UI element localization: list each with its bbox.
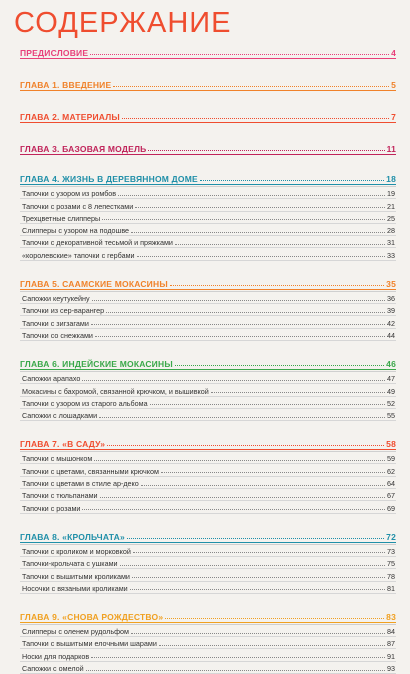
dot-leader xyxy=(120,565,385,566)
entry-page: 19 xyxy=(387,189,395,199)
entry-label: Тапочки с кроликом и морковкой xyxy=(22,546,131,556)
entry-page: 75 xyxy=(387,559,395,569)
chapter-heading[interactable] xyxy=(20,604,396,622)
toc-entry[interactable] xyxy=(20,489,396,501)
dot-leader xyxy=(130,589,385,590)
dot-leader xyxy=(132,577,385,578)
toc-entry[interactable] xyxy=(20,199,396,211)
entry-label: Тапочки с цветами, связанными крючком xyxy=(22,466,159,476)
dot-leader xyxy=(133,552,385,553)
chapter-rule xyxy=(20,622,396,623)
entry-label: Тапочки с розами с 8 лепестками xyxy=(22,201,134,211)
chapter-page: 58 xyxy=(386,439,396,450)
chapter-page: 83 xyxy=(386,611,396,622)
table-of-contents xyxy=(20,40,396,674)
toc-section-chapter-7 xyxy=(20,431,396,513)
chapter-heading[interactable] xyxy=(20,72,396,90)
entry-page: 28 xyxy=(387,226,395,236)
chapter-title: ГЛАВА 8. «КРОЛЬЧАТА» xyxy=(20,531,125,542)
entry-list xyxy=(20,544,396,594)
dot-leader xyxy=(82,509,385,510)
toc-entry[interactable] xyxy=(20,557,396,569)
chapter-page: 11 xyxy=(386,144,396,154)
chapter-rule xyxy=(20,449,396,450)
entry-label: Тапочки с вышитыми кроликами xyxy=(22,571,130,581)
entry-label: Тапочки с розами xyxy=(22,503,81,513)
entry-page: 62 xyxy=(387,466,395,476)
chapter-page: 72 xyxy=(386,531,396,542)
entry-label: Тапочки с мышонком xyxy=(22,454,93,464)
entry-page: 64 xyxy=(387,479,395,489)
entry-list xyxy=(20,371,396,421)
entry-page: 36 xyxy=(387,294,395,304)
dot-leader xyxy=(95,336,385,337)
dot-leader xyxy=(86,670,385,671)
toc-entry[interactable] xyxy=(20,545,396,557)
entry-list xyxy=(20,624,396,674)
dot-leader xyxy=(100,497,385,498)
entry-list xyxy=(20,291,396,341)
chapter-heading[interactable] xyxy=(20,136,396,154)
entry-page: 25 xyxy=(387,213,395,223)
chapter-heading[interactable] xyxy=(20,104,396,122)
dot-leader xyxy=(118,195,385,196)
chapter-title: ГЛАВА 9. «СНОВА РОЖДЕСТВО» xyxy=(20,611,164,622)
dot-leader xyxy=(92,300,385,301)
entry-page: 21 xyxy=(387,201,395,211)
dot-leader xyxy=(122,118,389,119)
entry-label: Сапожки с омелой xyxy=(22,664,84,674)
toc-entry[interactable] xyxy=(20,248,396,260)
toc-entry[interactable] xyxy=(20,477,396,489)
dot-leader xyxy=(135,207,385,208)
toc-section-chapter-6 xyxy=(20,351,396,421)
entry-label: Сапожки арапахо xyxy=(22,374,81,384)
chapter-heading[interactable] xyxy=(20,351,396,369)
dot-leader xyxy=(137,256,385,257)
dot-leader xyxy=(159,645,385,646)
toc-entry[interactable] xyxy=(20,662,396,674)
dot-leader xyxy=(161,472,385,473)
toc-entry[interactable] xyxy=(20,625,396,637)
page-title: СОДЕРЖАНИЕ xyxy=(14,7,232,39)
chapter-title: ГЛАВА 2. МАТЕРИАЛЫ xyxy=(20,112,120,122)
dot-leader xyxy=(99,417,385,418)
dot-leader xyxy=(150,404,385,405)
toc-section-chapter-1 xyxy=(20,72,396,91)
toc-entry[interactable] xyxy=(20,397,396,409)
chapter-title: ГЛАВА 5. СААМСКИЕ МОКАСИНЫ xyxy=(20,278,168,289)
dot-leader xyxy=(165,618,384,619)
chapter-title: ПРЕДИСЛОВИЕ xyxy=(20,48,89,58)
dot-leader xyxy=(90,54,389,55)
entry-label: «королевские» тапочки с гербами xyxy=(22,250,135,260)
chapter-page: 35 xyxy=(386,278,396,289)
dot-leader xyxy=(148,150,384,151)
entry-page: 67 xyxy=(387,491,395,501)
chapter-title: ГЛАВА 1. ВВЕДЕНИЕ xyxy=(20,80,112,90)
dot-leader xyxy=(91,657,385,658)
dot-leader xyxy=(127,538,384,539)
chapter-heading[interactable] xyxy=(20,524,396,542)
toc-section-chapter-4 xyxy=(20,166,396,261)
entry-page: 73 xyxy=(387,546,395,556)
dot-leader xyxy=(141,485,385,486)
entry-page: 42 xyxy=(387,318,395,328)
toc-entry[interactable] xyxy=(20,384,396,396)
toc-entry[interactable] xyxy=(20,304,396,316)
toc-entry[interactable] xyxy=(20,224,396,236)
dot-leader xyxy=(211,392,385,393)
toc-entry[interactable] xyxy=(20,187,396,199)
toc-entry[interactable] xyxy=(20,637,396,649)
toc-section-chapter-9 xyxy=(20,604,396,674)
entry-page: 84 xyxy=(387,627,395,637)
entry-label: Тапочки с узором из старого альбома xyxy=(22,398,148,408)
entry-page: 31 xyxy=(387,238,395,248)
toc-entry[interactable] xyxy=(20,501,396,513)
entry-page: 91 xyxy=(387,651,395,661)
dot-leader xyxy=(175,365,384,366)
entry-label: Тапочки с зигзагами xyxy=(22,318,89,328)
chapter-title: ГЛАВА 6. ИНДЕЙСКИЕ МОКАСИНЫ xyxy=(20,358,173,369)
toc-entry[interactable] xyxy=(20,464,396,476)
entry-page: 87 xyxy=(387,639,395,649)
toc-section-chapter-3 xyxy=(20,136,396,155)
toc-entry[interactable] xyxy=(20,212,396,224)
entry-page: 55 xyxy=(387,411,395,421)
entry-label: Тапочки с декоративной тесьмой и пряжками xyxy=(22,238,173,248)
entry-label: Слипперы с узором на подошве xyxy=(22,226,130,236)
entry-page: 69 xyxy=(387,503,395,513)
toc-entry[interactable] xyxy=(20,372,396,384)
dot-leader xyxy=(131,232,385,233)
entry-label: Тапочки с вышитыми елочными шарами xyxy=(22,639,157,649)
toc-section-chapter-2 xyxy=(20,104,396,123)
entry-label: Тапочки-крольчата с ушками xyxy=(22,559,118,569)
chapter-rule xyxy=(20,184,396,185)
dot-leader xyxy=(200,180,384,181)
entry-label: Трехцветные слипперы xyxy=(22,213,101,223)
entry-label: Носки для подарков xyxy=(22,651,90,661)
dot-leader xyxy=(102,219,385,220)
chapter-heading[interactable] xyxy=(20,40,396,58)
entry-label: Тапочки с цветами в стиле ар-деко xyxy=(22,479,139,489)
chapter-rule xyxy=(20,58,396,59)
dot-leader xyxy=(175,244,385,245)
dot-leader xyxy=(106,312,385,313)
dot-leader xyxy=(113,86,389,87)
dot-leader xyxy=(131,633,385,634)
chapter-page: 7 xyxy=(391,112,396,122)
entry-page: 93 xyxy=(387,664,395,674)
entry-page: 78 xyxy=(387,571,395,581)
chapter-rule xyxy=(20,369,396,370)
toc-entry[interactable] xyxy=(20,316,396,328)
chapter-rule xyxy=(20,542,396,543)
chapter-title: ГЛАВА 7. «В САДУ» xyxy=(20,439,106,450)
toc-entry[interactable] xyxy=(20,329,396,341)
entry-page: 49 xyxy=(387,386,395,396)
toc-entry[interactable] xyxy=(20,236,396,248)
entry-page: 59 xyxy=(387,454,395,464)
entry-page: 44 xyxy=(387,330,395,340)
toc-entry[interactable] xyxy=(20,292,396,304)
chapter-title: ГЛАВА 4. ЖИЗНЬ В ДЕРЕВЯННОМ ДОМЕ xyxy=(20,174,198,184)
chapter-rule xyxy=(20,289,396,290)
dot-leader xyxy=(94,460,385,461)
toc-entry[interactable] xyxy=(20,582,396,594)
chapter-page: 46 xyxy=(386,358,396,369)
dot-leader xyxy=(91,324,385,325)
entry-page: 33 xyxy=(387,250,395,260)
toc-section-chapter-8 xyxy=(20,524,396,594)
entry-page: 39 xyxy=(387,306,395,316)
entry-page: 47 xyxy=(387,374,395,384)
chapter-rule xyxy=(20,90,396,91)
dot-leader xyxy=(107,445,384,446)
entry-label: Сапожки с лошадками xyxy=(22,411,98,421)
entry-label: Тапочки с тюльпанами xyxy=(22,491,98,501)
entry-page: 81 xyxy=(387,583,395,593)
entry-label: Мокасины с бахромой, связанной крючком, и вышивкой xyxy=(22,386,209,396)
chapter-page: 18 xyxy=(386,174,396,184)
entry-list xyxy=(20,451,396,513)
toc-entry[interactable] xyxy=(20,649,396,661)
entry-label: Тапочки со снежками xyxy=(22,330,93,340)
entry-label: Тапочки из сер-варангер xyxy=(22,306,105,316)
chapter-heading[interactable] xyxy=(20,271,396,289)
chapter-page: 5 xyxy=(391,80,396,90)
chapter-rule xyxy=(20,122,396,123)
toc-entry[interactable] xyxy=(20,569,396,581)
entry-label: Тапочки с узором из ромбов xyxy=(22,189,117,199)
dot-leader xyxy=(170,285,384,286)
entry-label: Слипперы с оленем рудольфом xyxy=(22,627,129,637)
chapter-rule xyxy=(20,154,396,155)
toc-entry[interactable] xyxy=(20,409,396,421)
toc-entry[interactable] xyxy=(20,452,396,464)
toc-section-preface xyxy=(20,40,396,59)
chapter-heading[interactable] xyxy=(20,431,396,449)
dot-leader xyxy=(82,380,385,381)
entry-label: Носочки с вязаными кроликами xyxy=(22,583,128,593)
entry-list xyxy=(20,186,396,261)
entry-page: 52 xyxy=(387,398,395,408)
entry-label: Сапожки кеутукейну xyxy=(22,294,90,304)
toc-section-chapter-5 xyxy=(20,271,396,341)
chapter-page: 4 xyxy=(391,48,396,58)
chapter-title: ГЛАВА 3. БАЗОВАЯ МОДЕЛЬ xyxy=(20,144,147,154)
chapter-heading[interactable] xyxy=(20,166,396,184)
